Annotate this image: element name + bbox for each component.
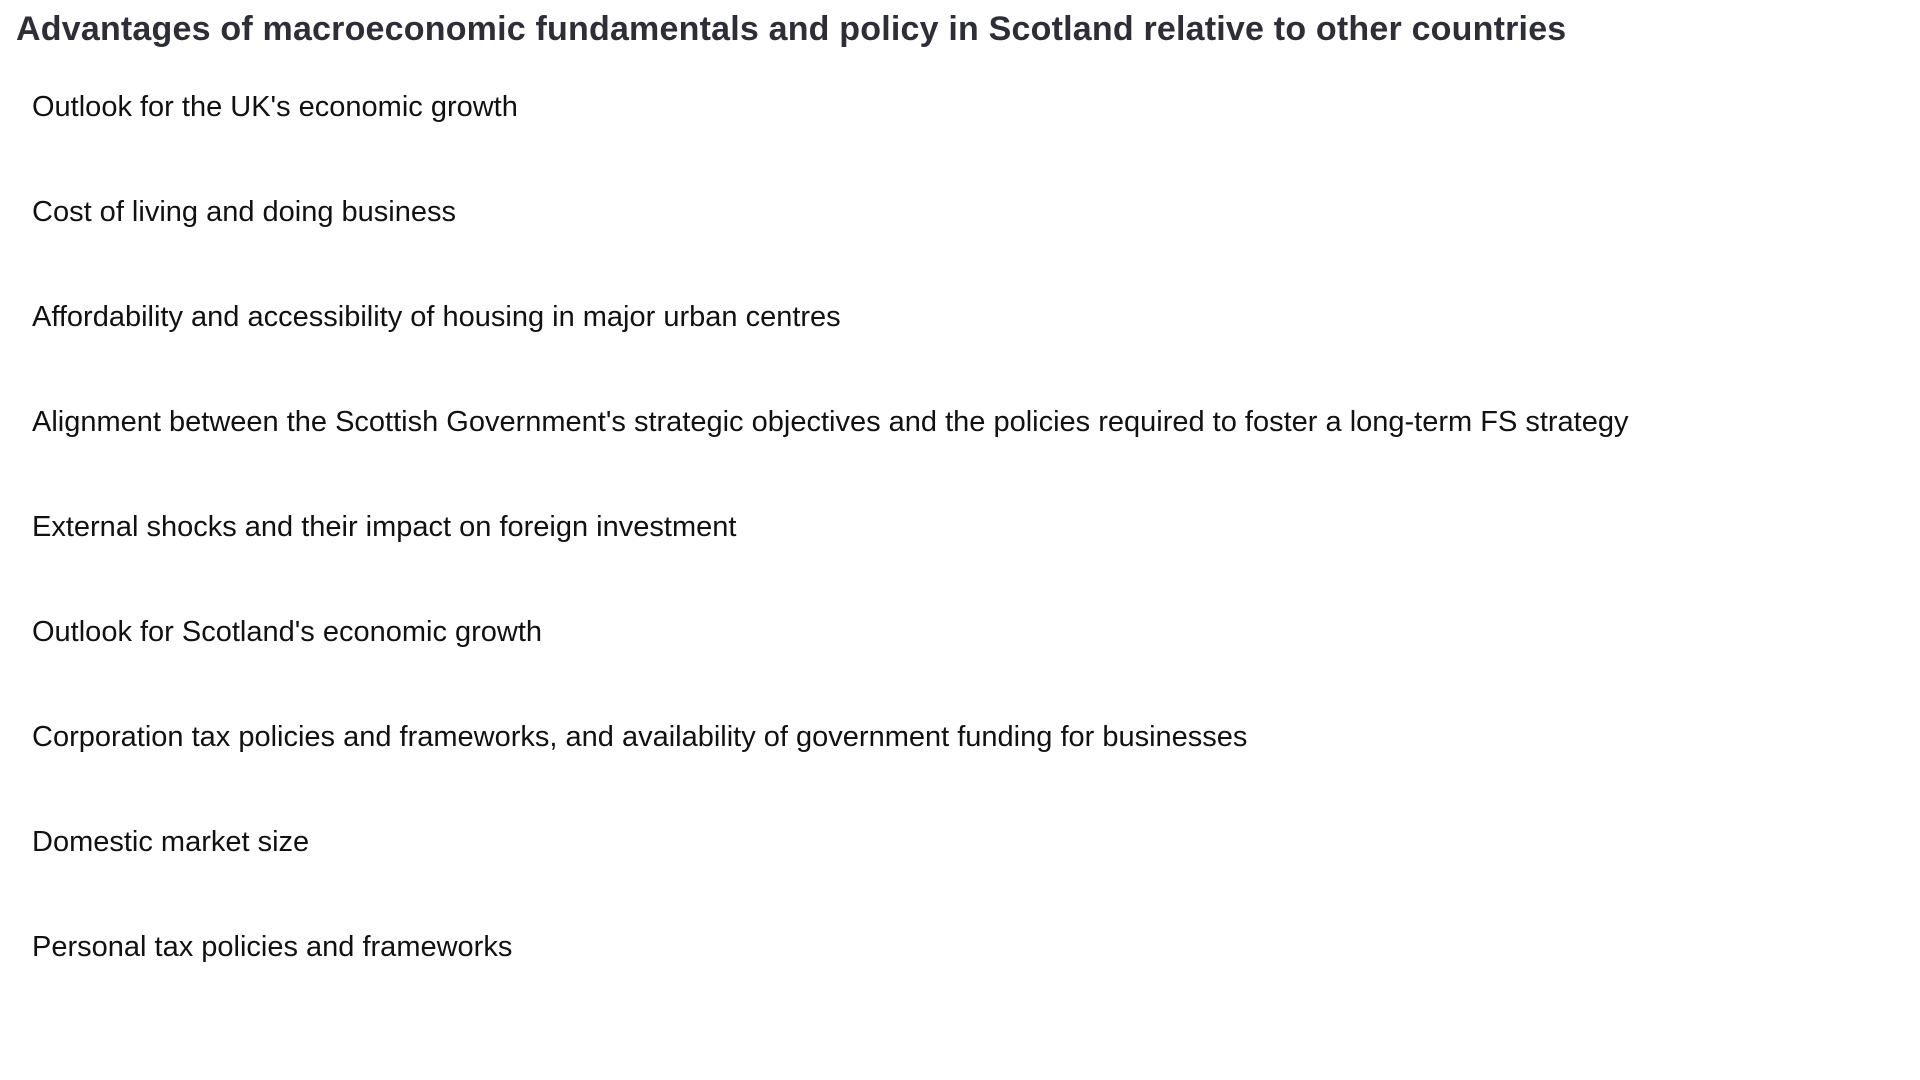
category-label: Domestic market size: [32, 826, 310, 858]
chart-title: Advantages of macroeconomic fundamentals and policy in Scotland relative to other countries: [16, 10, 1567, 48]
category-label: Alignment between the Scottish Government's strategic objectives and the policies required to foster a long-term FS strategy: [32, 406, 1629, 438]
category-label: Affordability and accessibility of housing in major urban centres: [32, 301, 841, 333]
category-label: Outlook for the UK's economic growth: [32, 91, 518, 123]
category-label: Corporation tax policies and frameworks, and availability of government funding for businesses: [32, 721, 1248, 753]
category-label: External shocks and their impact on foreign investment: [32, 511, 737, 543]
category-label: Cost of living and doing business: [32, 196, 456, 228]
category-label: Personal tax policies and frameworks: [32, 931, 513, 963]
category-list: [32, 88, 1629, 1033]
category-label: Outlook for Scotland's economic growth: [32, 616, 543, 648]
